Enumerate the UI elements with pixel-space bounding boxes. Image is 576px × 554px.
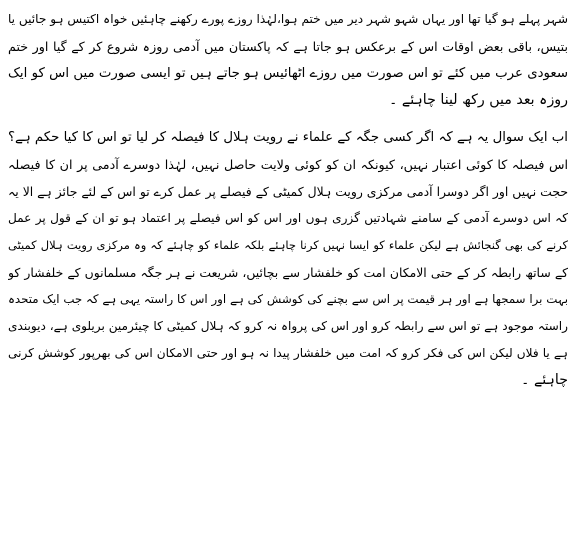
- text-line: بہت برا سمجھا ہے اور ہر قیمت پر اس سے بچنے کی کوشش کی ہے اور اس کا راستہ یہی ہے کہ جب ایک متحدہ: [8, 292, 568, 306]
- text-line: کے ساتھ رابطہ کر کے حتی الامکان امت کو خلفشار سے بچائیں، شریعت نے ہر جگہ مسلمانوں کے خلفشار کو: [8, 265, 568, 280]
- text-line: بتیس، باقی بعض اوقات اس کے برعکس ہو جاتا ہے کہ پاکستان میں آدمی روزہ شروع کر کے گیا اور ختم: [8, 39, 568, 54]
- text-line: کہ اس دوسرے آدمی کے سامنے شہادتیں گزری ہوں اور اس کو اس فیصلے پر اعتماد ہو تو ان کے قول پر عمل: [8, 211, 568, 225]
- text-line: سعودی عرب میں کئے تو اس صورت میں روزے اٹھائیس ہو جاتے ہیں تو ایسی صورت میں اس کو ایک: [8, 66, 568, 81]
- text-line: روزہ بعد میں رکھ لینا چاہئے ۔: [389, 92, 568, 108]
- paragraph-gap: [8, 114, 568, 124]
- paragraph-2: [8, 124, 568, 394]
- text-line: اب ایک سوال یہ ہے کہ اگر کسی جگہ کے علماء نے رویت ہلال کا فیصلہ کر لیا تو اس کا کیا حکم ہے؟: [8, 130, 568, 145]
- text-line: اس فیصلہ کا کوئی اعتبار نہیں، کیونکہ ان کو کوئی ولایت حاصل نہیں، لہٰذا دوسرے آدمی پر ان کا فیصلہ: [8, 157, 568, 172]
- text-line: شہر پہلے ہو گیا تھا اور یہاں شہو شہر دیر میں ختم ہوا،لہٰذا روزے پورے رکھنے چاہئیں خواہ اکتیس ہو جائیں یا: [8, 12, 568, 26]
- paragraph-1: [8, 6, 568, 114]
- text-line: چاہئے ۔: [521, 372, 568, 388]
- text-line: راستہ موجود ہے تو اس سے رابطہ کرو اور اس کی پرواہ نہ کرو کہ ہلال کمیٹی کا چیئرمین بریلوی ہے، دیوبندی: [8, 319, 568, 333]
- text-line: کرنے کی بھی گنجائش ہے لیکن علماء کو ایسا نہیں کرنا چاہئے بلکہ علماء کو چاہئے کہ وہ مرکزی رویت ہلال کمیٹی: [8, 238, 568, 252]
- text-line: حجت نہیں اور اگر دوسرا آدمی مرکزی رویت ہلال کمیٹی کے فیصلے پر عمل کرے تو اس کے لئے جائز ہے الا یہ: [8, 184, 568, 199]
- text-line: ہے یا فلاں لیکن اس کی فکر کرو کہ امت میں خلفشار پیدا نہ ہو اور حتی الامکان اس کی بھرپور کوشش کرنی: [8, 346, 568, 360]
